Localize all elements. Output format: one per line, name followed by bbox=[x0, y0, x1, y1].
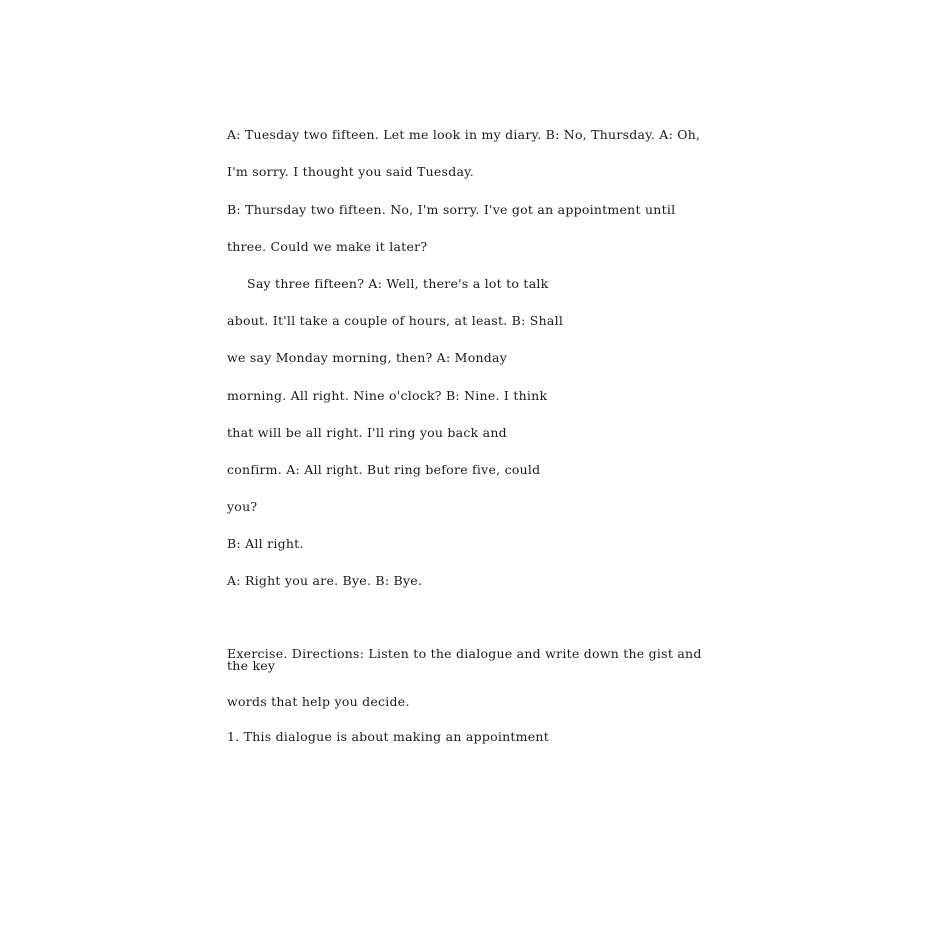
dialogue-line: morning. All right. Nine o'clock? B: Nine. I think bbox=[227, 388, 548, 403]
dialogue-line: I'm sorry. I thought you said Tuesday. bbox=[227, 164, 475, 179]
exercise-directions-continued: words that help you decide. bbox=[227, 694, 410, 709]
dialogue-line: A: Right you are. Bye. B: Bye. bbox=[227, 573, 423, 588]
dialogue-line: you? bbox=[227, 499, 258, 514]
dialogue-line: B: All right. bbox=[227, 536, 304, 551]
dialogue-line: about. It'll take a couple of hours, at least. B: Shall bbox=[227, 313, 564, 328]
dialogue-line: three. Could we make it later? bbox=[227, 239, 428, 254]
dialogue-line: Say three fifteen? A: Well, there's a lot to talk bbox=[247, 276, 549, 291]
dialogue-line: A: Tuesday two fifteen. Let me look in my diary. B: No, Thursday. A: Oh, bbox=[227, 127, 701, 142]
dialogue-line: confirm. A: All right. But ring before five, could bbox=[227, 462, 541, 477]
dialogue-line: that will be all right. I'll ring you back and bbox=[227, 425, 507, 440]
exercise-answer-1: 1. This dialogue is about making an appointment bbox=[227, 729, 549, 744]
dialogue-line: B: Thursday two fifteen. No, I'm sorry. I've got an appointment until bbox=[227, 202, 676, 217]
dialogue-line: we say Monday morning, then? A: Monday bbox=[227, 350, 508, 365]
exercise-directions: Exercise. Directions: Listen to the dialogue and write down the gist and the key bbox=[227, 646, 702, 673]
